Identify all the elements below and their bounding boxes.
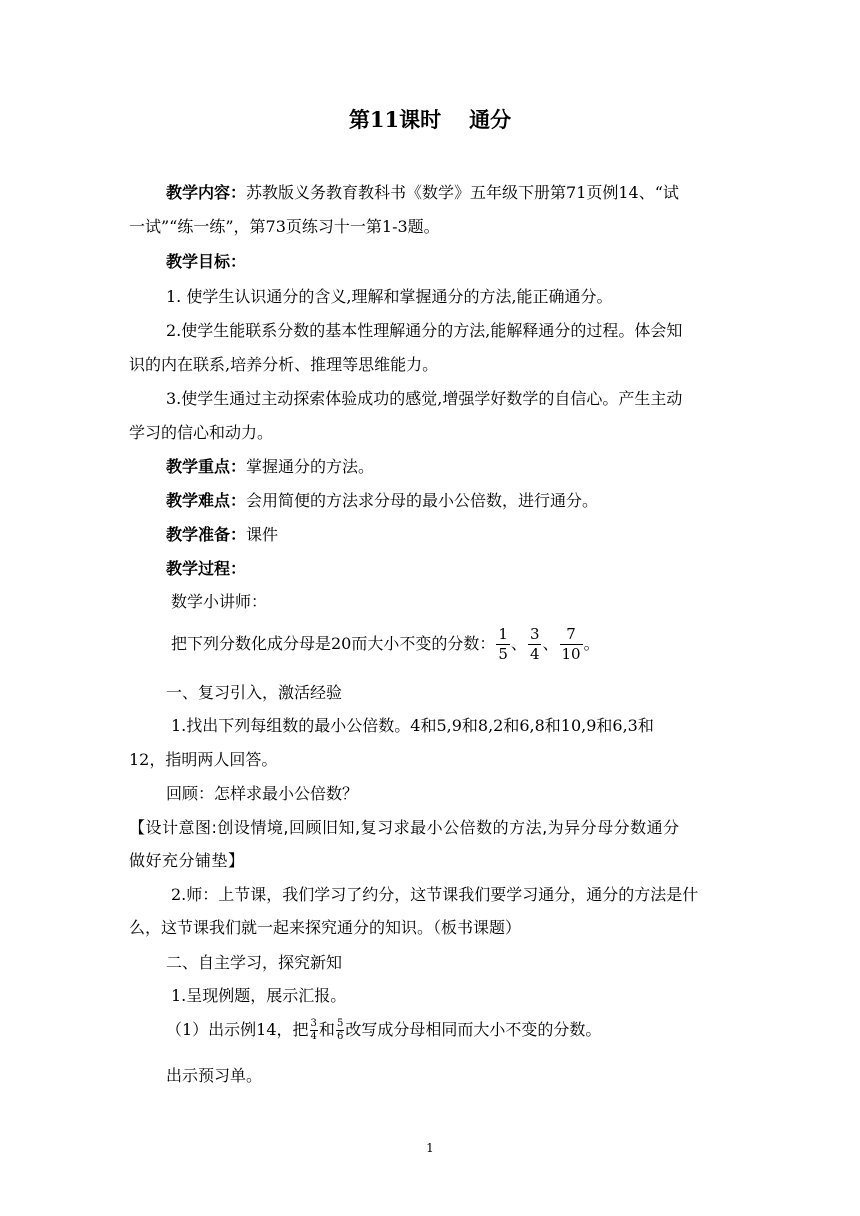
section-1-item-2-line-2: 么，这节课我们就一起来探究通分的知识。（板书课题） xyxy=(129,918,522,937)
prep-line: 教学准备：课件 xyxy=(166,525,279,544)
design-intent-line-2: 做好充分铺垫】 xyxy=(129,851,245,870)
content-line-1: 教学内容：苏教版义务教育教科书《数学》五年级下册第71页例14、“试 xyxy=(166,183,679,202)
focus-line: 教学重点：掌握通分的方法。 xyxy=(166,457,375,476)
example-line: （1）出示例14，把 $\frac{3}{4}$ 和 $\frac{5}{6}$ 改写成分母相同而大小不变的分数。 xyxy=(166,1018,602,1042)
section-1-item-2-line-1: 2.师：上节课，我们学习了约分，这节课我们要学习通分，通分的方法是什 xyxy=(171,885,699,904)
goals-label: 教学目标： xyxy=(166,252,247,271)
page-title: 第11课时 通分 xyxy=(348,107,512,132)
design-intent-line-1: 【设计意图:创设情境,回顾旧知,复习求最小公倍数的方法,为异分母分数通分 xyxy=(129,818,680,837)
section-1-item-1-line-2: 12，指明两人回答。 xyxy=(129,750,278,769)
fraction: $\frac{7}{10}$ xyxy=(561,625,581,663)
review-question: 回顾：怎样求最小公倍数？ xyxy=(166,784,359,803)
goal-2-line-2: 识的内在联系,培养分析、推理等思维能力。 xyxy=(129,355,439,374)
content-line-2: 一试”“练一练”，第73页练习十一第1-3题。 xyxy=(129,217,440,236)
lecturer-label: 数学小讲师： xyxy=(171,592,268,611)
page-number: 1 xyxy=(426,1141,434,1155)
fraction: $\frac{3}{4}$ xyxy=(529,625,540,663)
goal-2-line-1: 2.使学生能联系分数的基本性理解通分的方法,能解释通分的过程。体会知 xyxy=(166,321,683,340)
preview-sheet: 出示预习单。 xyxy=(166,1066,263,1085)
goal-1: 1. 使学生认识通分的含义,理解和掌握通分的方法,能正确通分。 xyxy=(166,287,613,306)
prep-label: 教学准备： xyxy=(166,525,247,544)
goal-3-line-1: 3.使学生通过主动探索体验成功的感觉,增强学好数学的自信心。产生主动 xyxy=(166,389,683,408)
fraction: $\frac{3}{4}$ xyxy=(310,1018,317,1042)
content-label: 教学内容： xyxy=(166,183,247,202)
section-2-heading: 二、自主学习，探究新知 xyxy=(166,953,343,972)
fraction: $\frac{5}{6}$ xyxy=(336,1018,344,1042)
focus-label: 教学重点： xyxy=(166,457,247,476)
process-label: 教学过程： xyxy=(166,559,247,578)
difficulty-line: 教学难点：会用简便的方法求分母的最小公倍数，进行通分。 xyxy=(166,491,599,510)
section-1-item-1-line-1: 1.找出下列每组数的最小公倍数。4和5,9和8,2和6,8和10,9和6,3和 xyxy=(171,716,654,735)
section-1-heading: 一、复习引入，激活经验 xyxy=(166,683,343,702)
task-line: 把下列分数化成分母是20而大小不变的分数： $\frac{1}{5}$ 、 $\frac{3}{4}$ 、 $\frac{7}{10}$ 。 xyxy=(171,625,600,663)
fraction: $\frac{1}{5}$ xyxy=(498,625,508,663)
difficulty-label: 教学难点： xyxy=(166,491,247,510)
goal-3-line-2: 学习的信心和动力。 xyxy=(129,423,274,442)
section-2-item-1: 1.呈现例题，展示汇报。 xyxy=(171,986,347,1005)
